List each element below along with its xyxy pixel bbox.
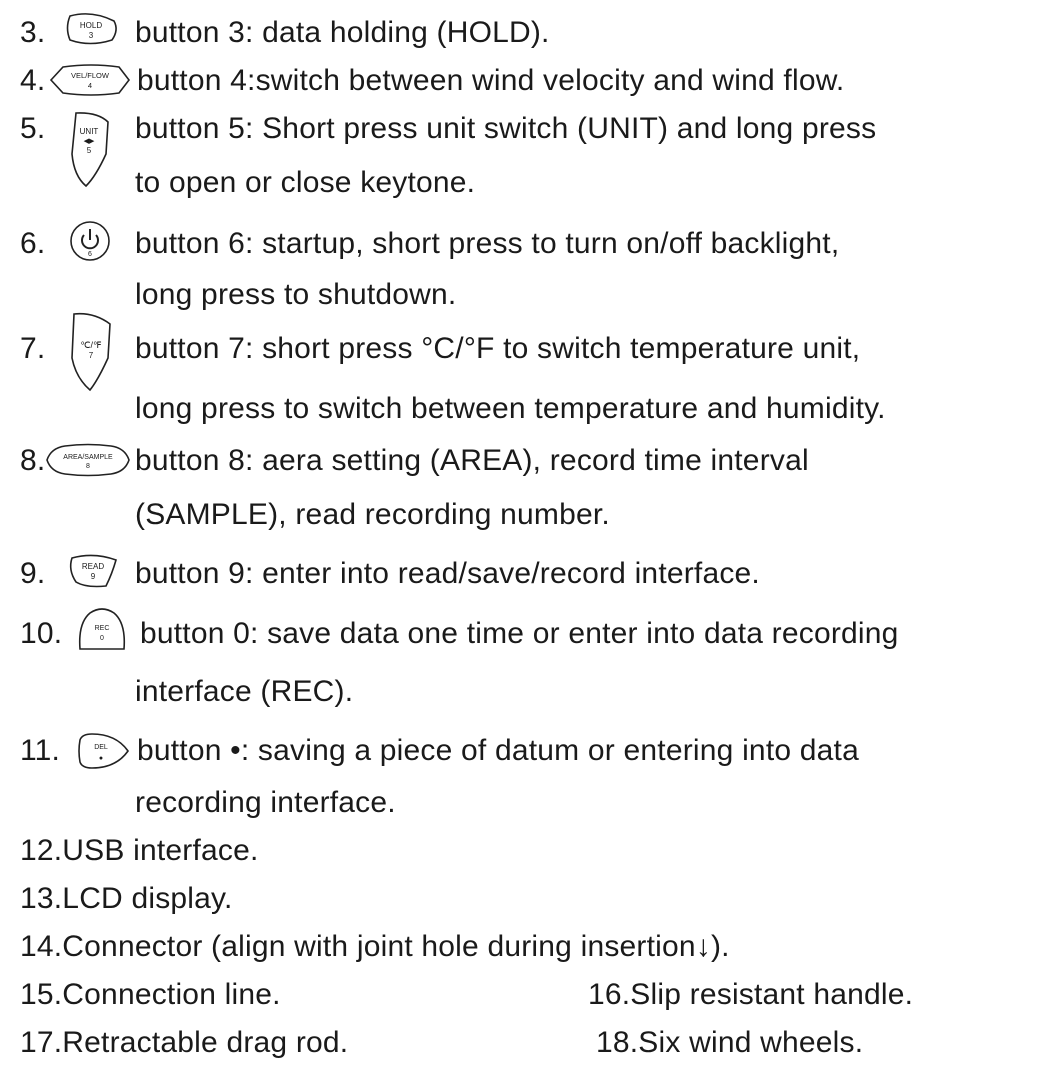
item-text: button 8: aera setting (AREA), record time interval xyxy=(135,444,809,477)
rec-button-label: REC xyxy=(94,625,110,632)
item-number: 3. xyxy=(20,16,46,49)
part-lcd-display: 13.LCD display. xyxy=(20,882,233,915)
part-usb-interface: 12.USB interface. xyxy=(20,834,259,867)
part-connection-line: 15.Connection line. xyxy=(20,978,281,1011)
vel-flow-button-label: VEL/FLOW xyxy=(71,71,109,80)
hold-button-number: 3 xyxy=(88,31,94,40)
hold-button-label: HOLD xyxy=(79,21,103,30)
temperature-unit-button-icon xyxy=(68,310,114,394)
unit-button-arrows: ◀▶ xyxy=(83,138,95,145)
item-text: button 3: data holding (HOLD). xyxy=(135,16,550,49)
unit-button-icon xyxy=(68,110,112,190)
vel-flow-button-number: 4 xyxy=(87,81,93,90)
item-number: 9. xyxy=(20,557,46,590)
del-button-label: DEL xyxy=(94,744,108,751)
del-button-dot: ● xyxy=(98,755,104,762)
item-text: long press to switch between temperature and humidity. xyxy=(135,392,886,425)
rec-button-icon xyxy=(76,605,128,653)
area-sample-button-label: AREA/SAMPLE xyxy=(63,454,113,461)
read-button-label: READ xyxy=(81,562,105,571)
item-number: 7. xyxy=(20,332,46,365)
area-sample-button-number: 8 xyxy=(86,463,90,470)
item-text: recording interface. xyxy=(135,786,396,819)
item-text: button 4:switch between wind velocity and wind flow. xyxy=(137,64,845,97)
item-number: 8. xyxy=(20,444,46,477)
part-slip-resistant-handle: 16.Slip resistant handle. xyxy=(588,978,914,1011)
temperature-unit-button-number: 7 xyxy=(88,351,94,360)
hold-button-icon xyxy=(64,13,120,47)
unit-button-number: 5 xyxy=(86,146,92,155)
item-text: long press to shutdown. xyxy=(135,278,457,311)
temperature-unit-button-label: ℃/℉ xyxy=(80,340,102,350)
part-connector: 14.Connector (align with joint hole during insertion↓). xyxy=(20,930,730,963)
part-retractable-drag-rod: 17.Retractable drag rod. xyxy=(20,1026,349,1059)
item-number: 11. xyxy=(20,734,61,767)
read-button-icon xyxy=(66,554,120,590)
item-text: button 7: short press °C/°F to switch temperature unit, xyxy=(135,332,861,365)
power-button-number: 6 xyxy=(88,251,92,258)
item-text: to open or close keytone. xyxy=(135,166,476,199)
item-text: button 0: save data one time or enter into data recording xyxy=(140,617,899,650)
item-text: button •: saving a piece of datum or entering into data xyxy=(137,734,859,767)
item-number: 6. xyxy=(20,227,46,260)
item-number: 10. xyxy=(20,617,63,650)
item-text: button 9: enter into read/save/record interface. xyxy=(135,557,760,590)
power-button-icon xyxy=(68,219,112,263)
part-six-wind-wheels: 18.Six wind wheels. xyxy=(596,1026,864,1059)
read-button-number: 9 xyxy=(90,572,96,581)
item-number: 4. xyxy=(20,64,46,97)
unit-button-label: UNIT xyxy=(79,127,99,136)
area-sample-button-icon xyxy=(45,443,131,477)
item-number: 5. xyxy=(20,112,46,145)
del-button-icon xyxy=(76,732,130,770)
item-text: interface (REC). xyxy=(135,675,354,708)
item-text: button 5: Short press unit switch (UNIT) and long press xyxy=(135,112,877,145)
rec-button-number: 0 xyxy=(100,635,104,642)
vel-flow-button-icon xyxy=(49,63,131,97)
item-text: button 6: startup, short press to turn on/off backlight, xyxy=(135,227,840,260)
item-text: (SAMPLE), read recording number. xyxy=(135,498,610,531)
